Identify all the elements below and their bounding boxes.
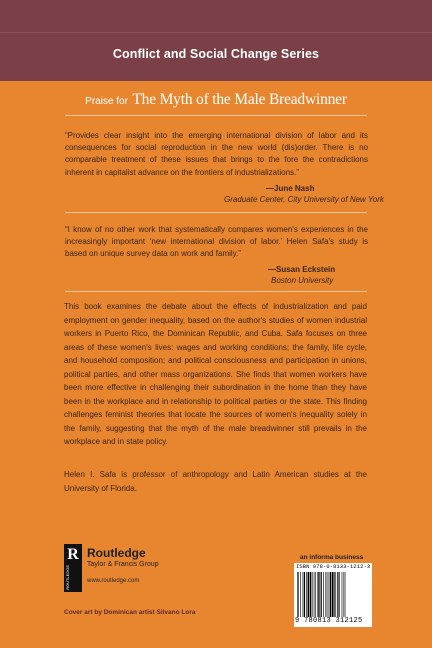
logo-letter: R — [67, 546, 79, 563]
top-band — [0, 0, 432, 32]
isbn-label: ISBN 978-0-8133-1212-3 — [296, 564, 371, 570]
book-description: This book examines the debate about the effects of industrialization and paid employment on gender inequality, based on the author's studies of women industrial workers in Puerto Rico, the Dominican Republic, and Cuba. Safa focuses on three areas of these women's lives: wages and working conditions; the family, life cycle, and household composition; and political consciousness and participation in unions, political parties, and other mass organizations. She finds that women workers have been more effective in challenging their subordination in the home than they have been in the workplace and in relationship to political parties or the state. This finding challenges feminist theories that locate the sources of women's inequality solely in the family, suggesting that the myth of the male breadwinner still prevails in the workplace and in state policy. — [64, 302, 367, 446]
logo-small-text: ROUTLEDGE — [65, 565, 70, 590]
praise-prefix: Praise for — [85, 96, 128, 107]
praise-book-title: The Myth of the Male Breadwinner — [132, 91, 347, 108]
praise-heading — [0, 91, 432, 109]
barcode-digits: 9 780813 312125 — [295, 617, 363, 625]
divider-middle — [65, 212, 367, 213]
publisher-block — [64, 544, 164, 604]
routledge-logo-icon — [64, 544, 82, 592]
quote-2-name: —Susan Eckstein — [268, 265, 336, 274]
divider-top — [65, 115, 367, 116]
author-bio: Helen I. Safa is professor of anthropology and Latin American studies at the University of Florida. — [64, 470, 367, 493]
publisher-name: Routledge — [87, 546, 146, 560]
quote-2-affiliation: Boston University — [271, 276, 334, 285]
cover-art-credit: Cover art by Dominican artist Silvano Lora — [64, 609, 196, 616]
barcode-bars — [297, 572, 369, 617]
divider-bottom — [65, 291, 367, 292]
quote-1-text: “Provides clear insight into the emerging international division of labor and its consequences for social reproduction in the new world (dis)order. There is no comparable treatment of these issues that brings to the fore the contradictions inherent in capitalist advance on the frontiers of industrializations.” — [65, 131, 368, 177]
quote-1-affiliation: Graduate Center, City University of New York — [224, 195, 384, 204]
publisher-group: Taylor & Francis Group — [87, 561, 159, 568]
informa-tagline: an informa business — [300, 554, 364, 561]
quote-1-attribution — [224, 183, 384, 205]
quote-2-attribution — [268, 264, 335, 286]
quote-2-text: “I know of no other work that systematically compares women's experiences in the increasingly important ‘new international division of labor.’ Helen Safa's study is based on unique survey data on work and family.” — [65, 225, 368, 259]
series-title: Conflict and Social Change Series — [112, 47, 320, 61]
publisher-url: www.routledge.com — [87, 578, 140, 584]
quote-1-name: —June Nash — [266, 184, 315, 193]
barcode — [294, 563, 372, 627]
